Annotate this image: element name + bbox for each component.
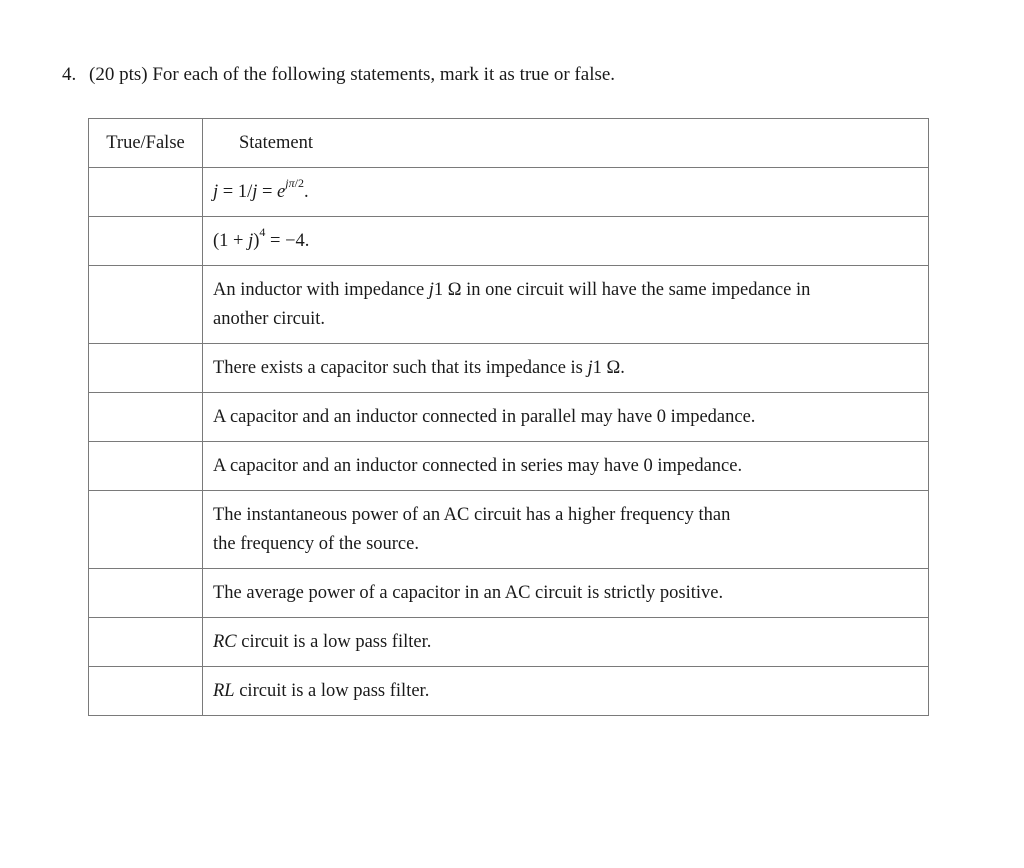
answer-cell[interactable] [89, 168, 203, 217]
table-row [89, 217, 929, 266]
statement-cell [203, 266, 929, 344]
statement-cell [203, 442, 929, 491]
true-false-table [88, 118, 929, 716]
table-row [89, 569, 929, 618]
table-row [89, 618, 929, 667]
statement-text: The average power of a capacitor in an AC circuit is strictly positive. [213, 582, 724, 603]
statement-cell [203, 667, 929, 716]
answer-cell[interactable] [89, 569, 203, 618]
statement-text: A capacitor and an inductor connected in parallel may have 0 impedance. [213, 406, 756, 427]
statement-cell [203, 217, 929, 266]
answer-cell[interactable] [89, 442, 203, 491]
table-row [89, 667, 929, 716]
answer-cell[interactable] [89, 266, 203, 344]
statement-cell [203, 569, 929, 618]
table-row [89, 266, 929, 344]
statement-text: A capacitor and an inductor connected in series may have 0 impedance. [213, 455, 743, 476]
answer-cell[interactable] [89, 344, 203, 393]
statement-text: RC circuit is a low pass filter. [213, 631, 432, 652]
statement-text: An inductor with impedance j1 Ω in one circuit will have the same impedance in another circuit. [213, 279, 811, 329]
answer-cell[interactable] [89, 618, 203, 667]
statement-cell [203, 168, 929, 217]
table-row [89, 442, 929, 491]
answer-cell[interactable] [89, 491, 203, 569]
statement-text: $j = 1/j = e^{j\pi/2}$. [213, 176, 309, 202]
answer-cell[interactable] [89, 667, 203, 716]
question-number: 4. [62, 64, 77, 85]
table-row [89, 491, 929, 569]
question-text: (20 pts) For each of the following statements, mark it as true or false. [89, 64, 616, 85]
header-statement: Statement [203, 119, 929, 168]
table-row [89, 168, 929, 217]
statement-text: The instantaneous power of an AC circuit has a higher frequency than the frequency of the source. [213, 504, 731, 554]
statement-cell [203, 491, 929, 569]
answer-cell[interactable] [89, 217, 203, 266]
question-prompt [62, 63, 615, 87]
statement-text: $(1 + j)^4 = -4$. [213, 225, 310, 251]
table-row [89, 344, 929, 393]
answer-cell[interactable] [89, 393, 203, 442]
statement-text: There exists a capacitor such that its impedance is j1 Ω. [213, 357, 625, 378]
statement-cell [203, 393, 929, 442]
header-true-false: True/False [89, 119, 203, 168]
statement-cell [203, 618, 929, 667]
table-header-row [89, 119, 929, 168]
statement-cell [203, 344, 929, 393]
statement-text: RL circuit is a low pass filter. [213, 680, 430, 701]
table-row [89, 393, 929, 442]
